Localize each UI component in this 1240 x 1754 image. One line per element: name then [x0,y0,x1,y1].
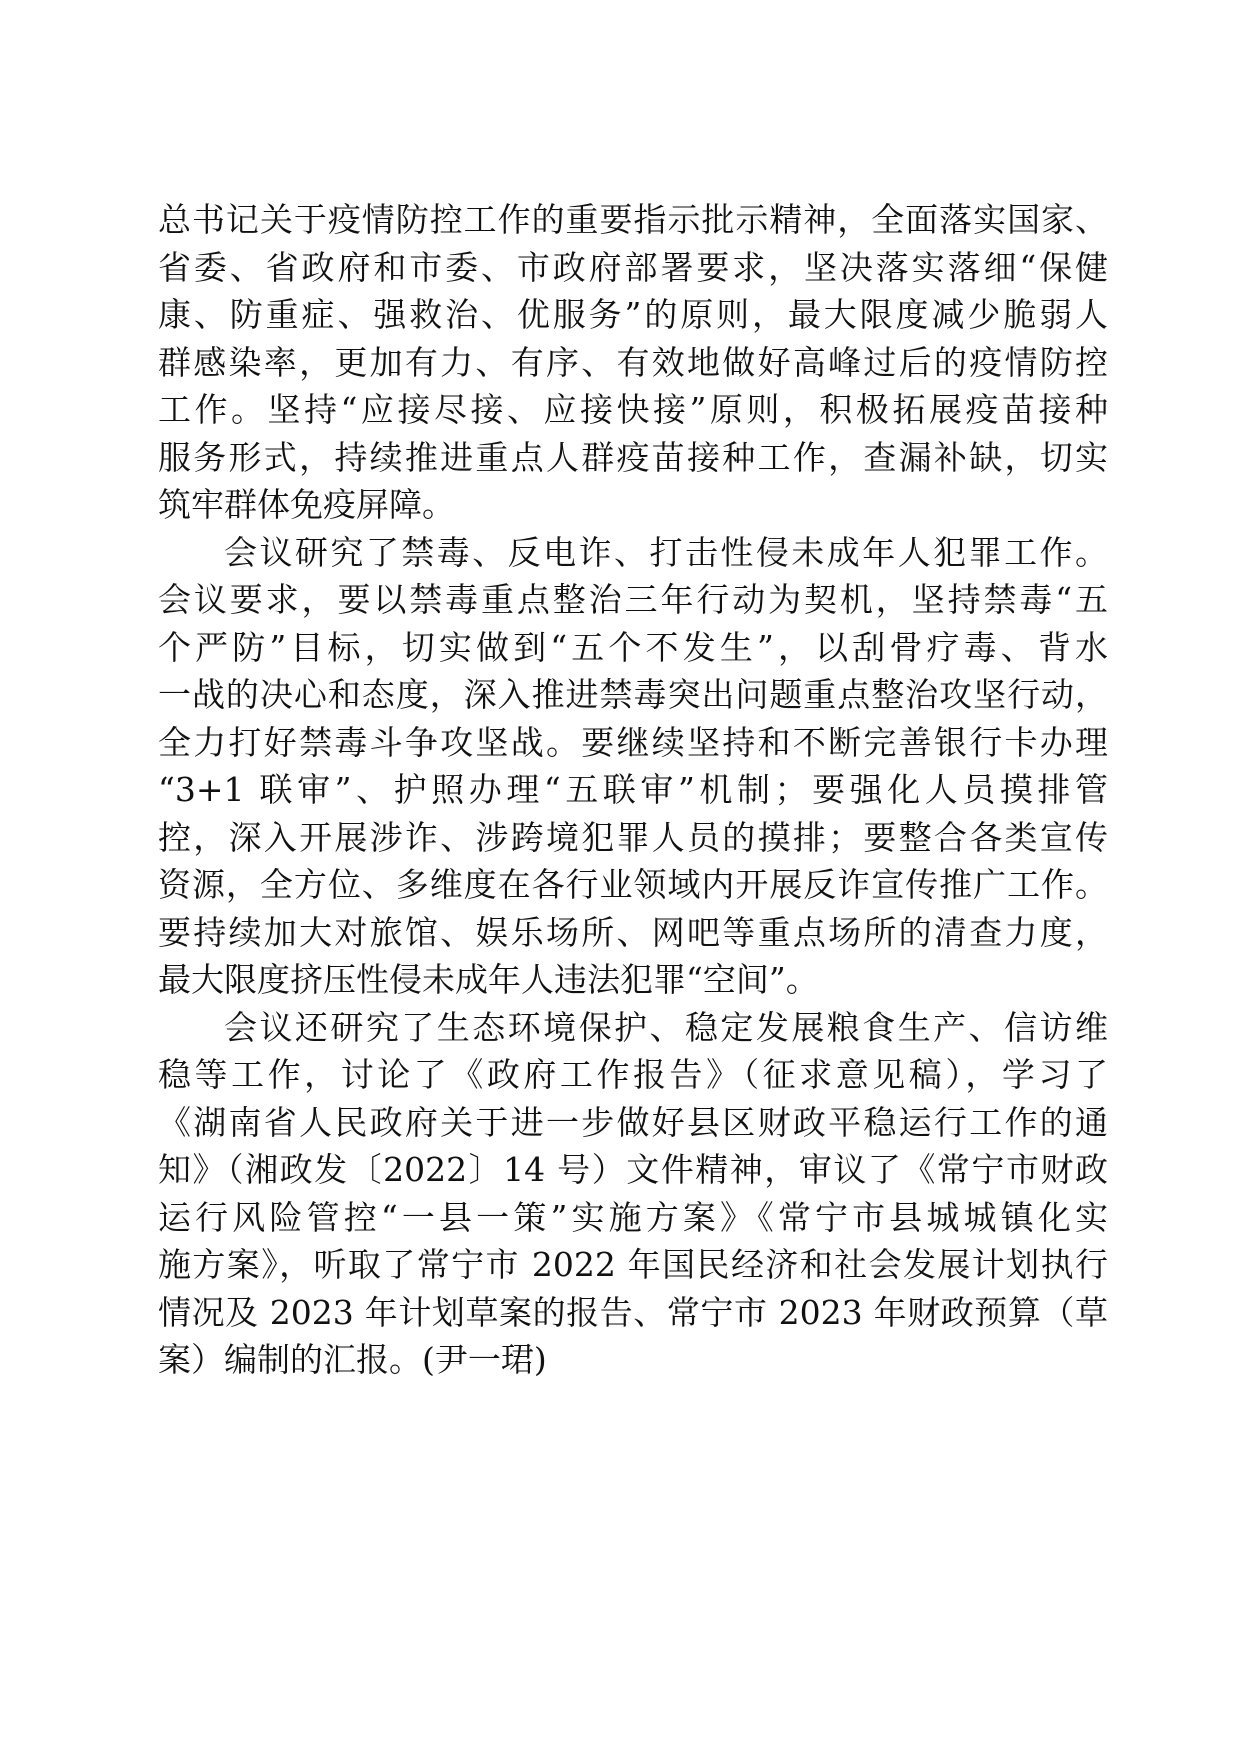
text-line: 案）编制的汇报。(尹一珺) [158,1340,547,1379]
text-line: 工作。坚持“应接尽接、应接快接”原则，积极拓展疫苗接种 [158,390,1108,429]
text-line: 情况及 2023 年计划草案的报告、常宁市 2023 年财政预算（草 [158,1292,1108,1332]
document-body [158,196,1108,1384]
text-line: 稳等工作，讨论了《政府工作报告》（征求意见稿），学习了 [158,1055,1108,1094]
text-line: 个严防”目标，切实做到“五个不发生”，以刮骨疗毒、背水 [158,627,1108,667]
text-line: 运行风险管控“一县一策”实施方案》《常宁市县城城镇化实 [158,1197,1108,1237]
text-line: 服务形式，持续推进重点人群疫苗接种工作，查漏补缺，切实 [158,437,1108,477]
text-line: 知》（湘政发〔2022〕14 号）文件精神，审议了《常宁市财政 [158,1150,1108,1189]
text-line: 控，深入开展涉诈、涉跨境犯罪人员的摸排；要整合各类宣传 [158,817,1108,857]
text-line: 全力打好禁毒斗争攻坚战。要继续坚持和不断完善银行卡办理 [158,722,1108,762]
text-line: 会议研究了禁毒、反电诈、打击性侵未成年人犯罪工作。 [224,532,1108,572]
text-line: 会议还研究了生态环境保护、稳定发展粮食生产、信访维 [224,1007,1108,1047]
text-line: 康、防重症、强救治、优服务”的原则，最大限度减少脆弱人 [158,295,1108,334]
text-line: 资源，全方位、多维度在各行业领域内开展反诈宣传推广工作。 [158,865,1108,904]
text-line: 筑牢群体免疫屏障。 [158,485,455,524]
text-line: 会议要求，要以禁毒重点整治三年行动为契机，坚持禁毒“五 [158,580,1108,619]
text-line: 最大限度挤压性侵未成年人违法犯罪“空间”。 [158,960,819,999]
text-line: 一战的决心和态度，深入推进禁毒突出问题重点整治攻坚行动， [158,675,1108,714]
text-line: 群感染率，更加有力、有序、有效地做好高峰过后的疫情防控 [158,342,1108,382]
text-line: 施方案》，听取了常宁市 2022 年国民经济和社会发展计划执行 [158,1245,1108,1284]
text-line: 《湖南省人民政府关于进一步做好县区财政平稳运行工作的通 [158,1102,1108,1142]
text-line: 总书记关于疫情防控工作的重要指示批示精神，全面落实国家、 [158,200,1108,239]
text-line: 省委、省政府和市委、市政府部署要求，坚决落实落细“保健 [158,247,1108,287]
text-line: “3+1 联审”、护照办理“五联审”机制；要强化人员摸排管 [158,770,1108,809]
text-line: 要持续加大对旅馆、娱乐场所、网吧等重点场所的清查力度， [158,912,1108,952]
